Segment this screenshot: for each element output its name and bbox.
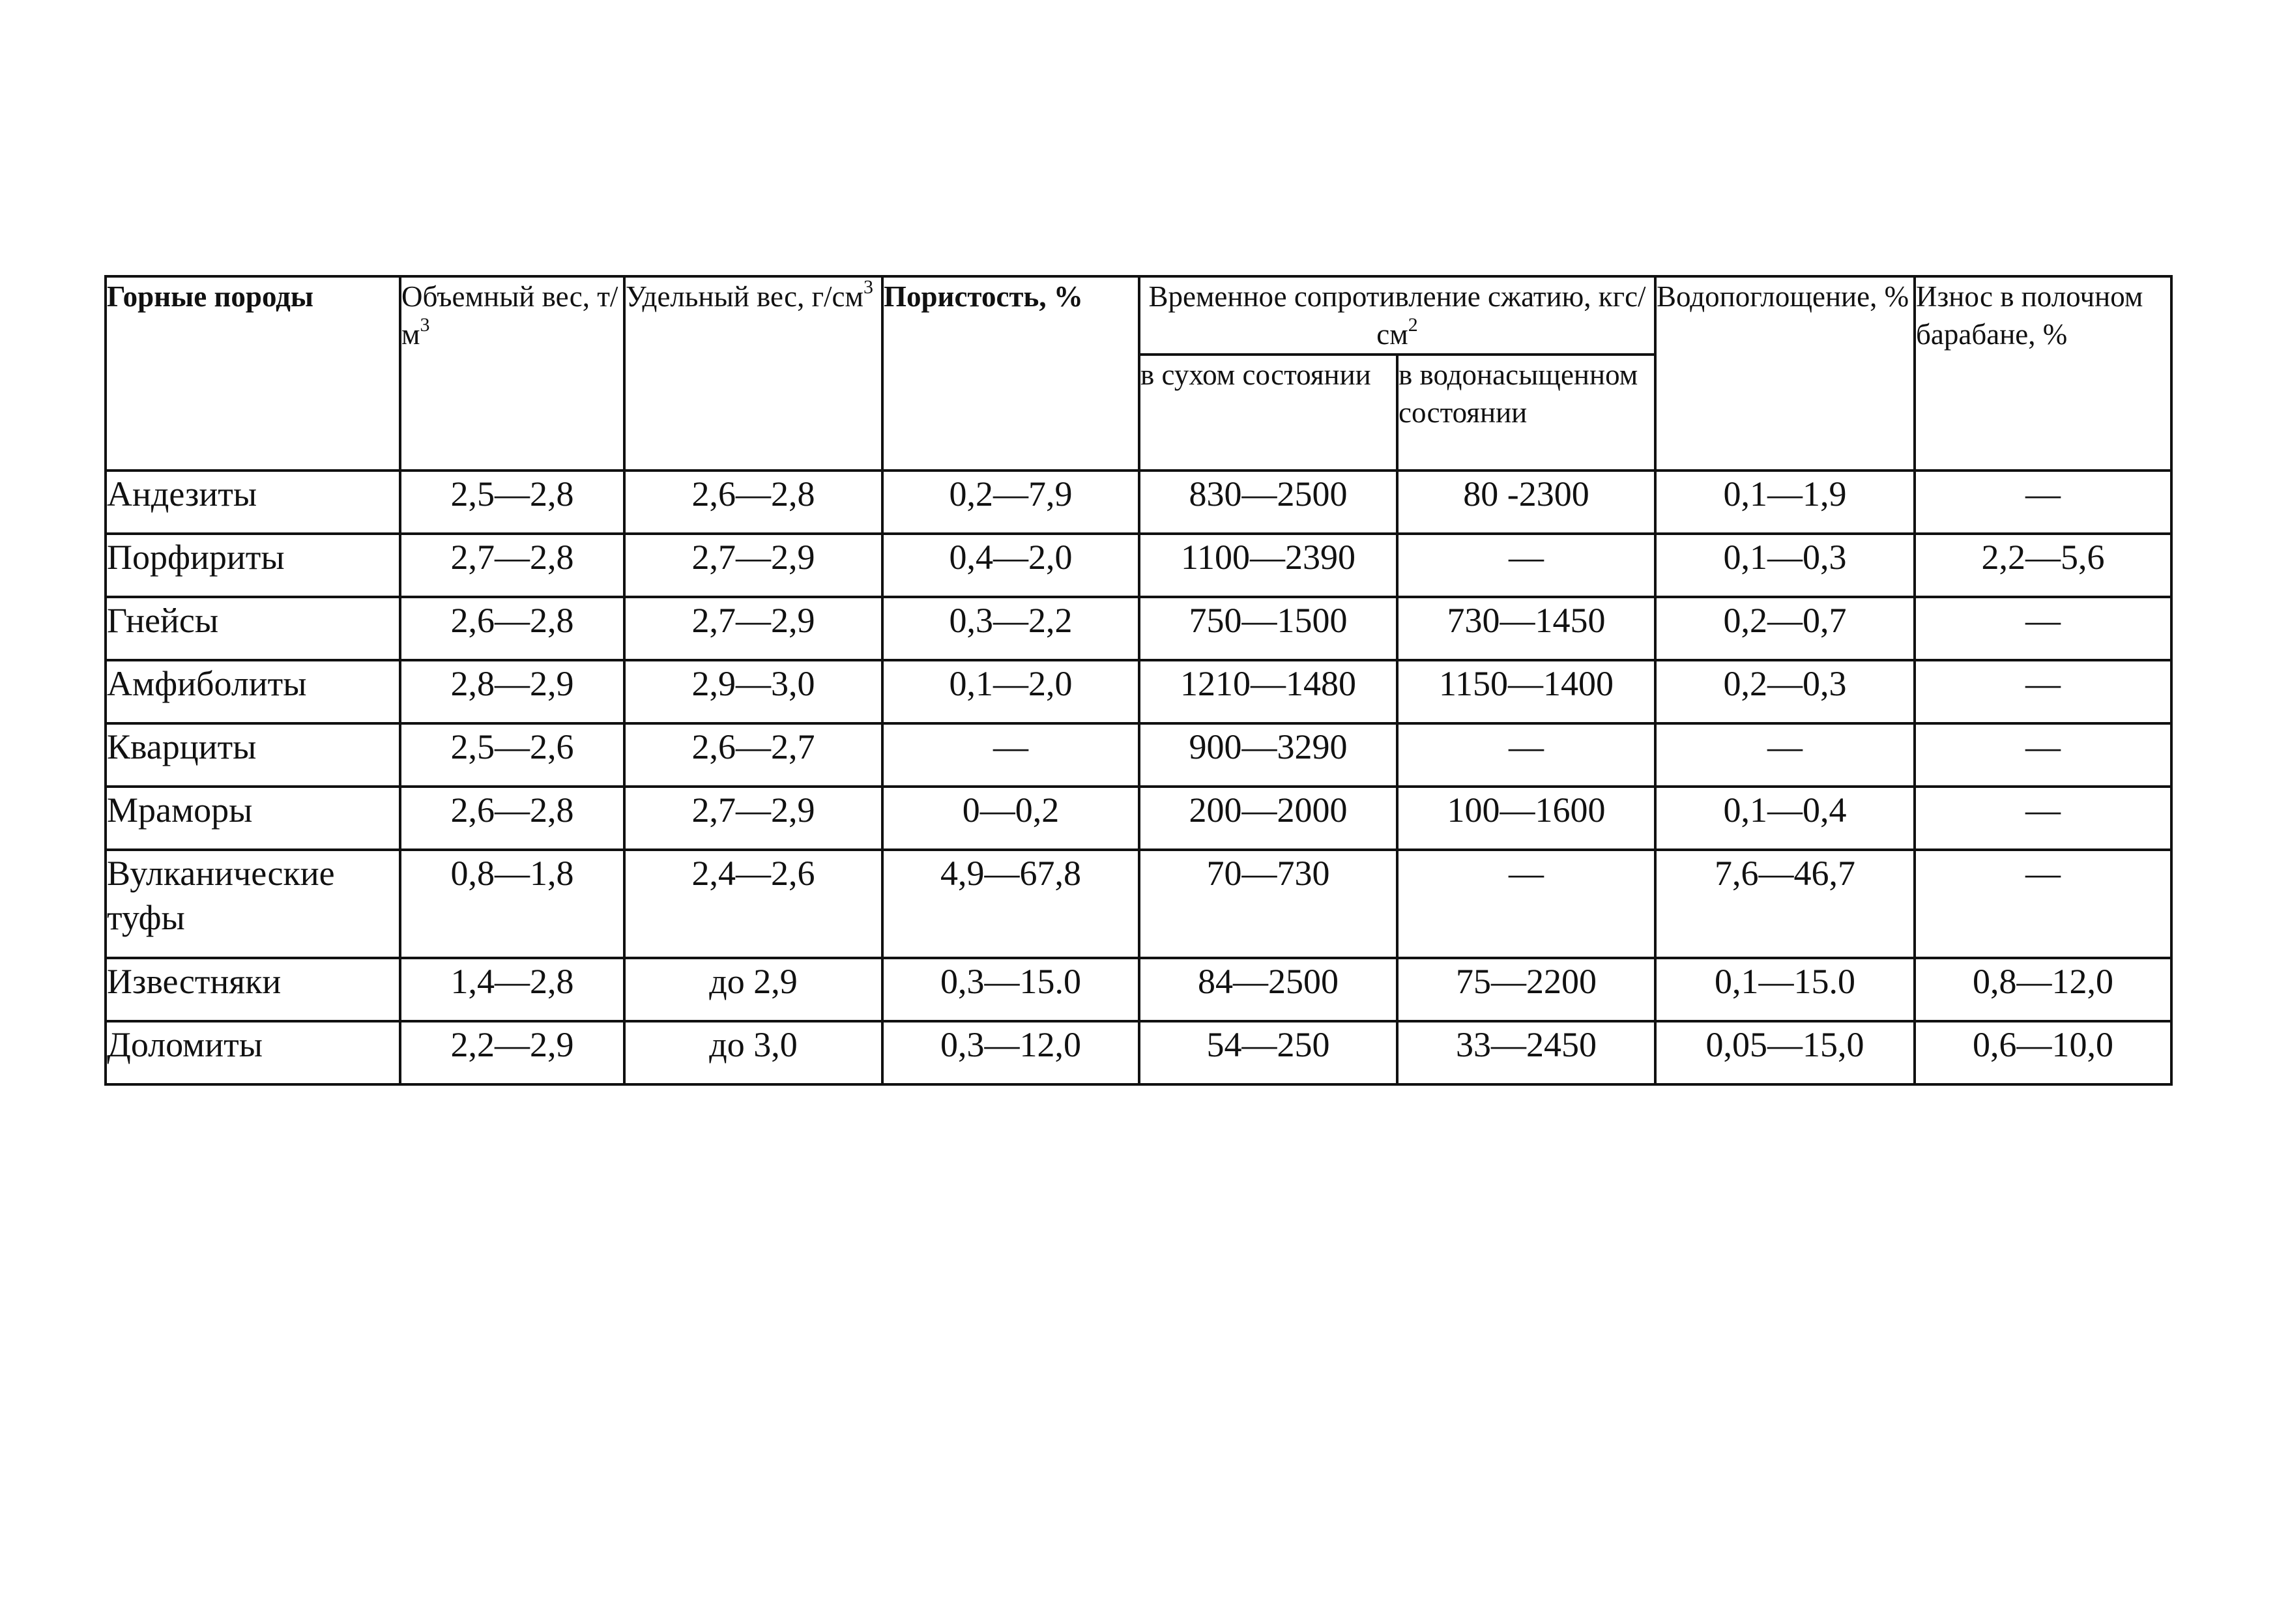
dry-strength-cell: 900—3290 [1139, 723, 1397, 787]
saturated-strength-cell: 75—2200 [1397, 958, 1655, 1021]
dry-strength-cell: 830—2500 [1139, 471, 1397, 534]
saturated-strength-cell: 100—1600 [1397, 787, 1655, 850]
saturated-strength-cell: 730—1450 [1397, 597, 1655, 660]
drum-wear-cell: — [1915, 660, 2171, 723]
bulk-density-cell: 2,6—2,8 [400, 787, 624, 850]
rock-name-cell: Порфириты [106, 534, 400, 597]
header-dry-state: в сухом состоянии [1139, 355, 1397, 471]
drum-wear-cell: — [1915, 723, 2171, 787]
porosity-cell: 0,3—12,0 [882, 1021, 1139, 1084]
rock-properties-table [104, 275, 2173, 1086]
header-bulk-density: Объемный вес, $т/м^3$ [400, 276, 624, 471]
saturated-strength-cell: — [1397, 534, 1655, 597]
rock-name-cell: Амфиболиты [106, 660, 400, 723]
table-row [106, 723, 2171, 787]
header-rock: Горные породы [106, 276, 400, 471]
dry-strength-cell: 1210—1480 [1139, 660, 1397, 723]
water-absorption-cell: 0,1—15.0 [1655, 958, 1915, 1021]
table-row [106, 850, 2171, 958]
rock-name-cell: Мраморы [106, 787, 400, 850]
dry-strength-cell: 200—2000 [1139, 787, 1397, 850]
porosity-cell: — [882, 723, 1139, 787]
water-absorption-cell: 0,2—0,3 [1655, 660, 1915, 723]
specific-gravity-cell: до 2,9 [624, 958, 882, 1021]
specific-gravity-cell: 2,9—3,0 [624, 660, 882, 723]
dry-strength-cell: 70—730 [1139, 850, 1397, 958]
table-row [106, 597, 2171, 660]
porosity-cell: 4,9—67,8 [882, 850, 1139, 958]
porosity-cell: 0,3—15.0 [882, 958, 1139, 1021]
specific-gravity-cell: до 3,0 [624, 1021, 882, 1084]
dry-strength-cell: 750—1500 [1139, 597, 1397, 660]
header-saturated-state: в водонасыщенном состоянии [1397, 355, 1655, 471]
drum-wear-cell: — [1915, 597, 2171, 660]
rock-name-cell: Известняки [106, 958, 400, 1021]
water-absorption-cell: 7,6—46,7 [1655, 850, 1915, 958]
rock-name-cell: Доломиты [106, 1021, 400, 1084]
drum-wear-cell: 0,6—10,0 [1915, 1021, 2171, 1084]
water-absorption-cell: — [1655, 723, 1915, 787]
header-water-absorption: Водопоглощение, % [1655, 276, 1915, 471]
table-row [106, 1021, 2171, 1084]
bulk-density-cell: 2,5—2,6 [400, 723, 624, 787]
saturated-strength-cell: 1150—1400 [1397, 660, 1655, 723]
table-row [106, 958, 2171, 1021]
rock-name-cell: Гнейсы [106, 597, 400, 660]
header-row-1 [106, 276, 2171, 355]
porosity-cell: 0,2—7,9 [882, 471, 1139, 534]
bulk-density-cell: 0,8—1,8 [400, 850, 624, 958]
bulk-density-cell: 2,8—2,9 [400, 660, 624, 723]
porosity-cell: 0—0,2 [882, 787, 1139, 850]
drum-wear-cell: — [1915, 471, 2171, 534]
bulk-density-cell: 2,7—2,8 [400, 534, 624, 597]
water-absorption-cell: 0,1—0,4 [1655, 787, 1915, 850]
saturated-strength-cell: 33—2450 [1397, 1021, 1655, 1084]
water-absorption-cell: 0,2—0,7 [1655, 597, 1915, 660]
porosity-cell: 0,1—2,0 [882, 660, 1139, 723]
bulk-density-cell: 2,6—2,8 [400, 597, 624, 660]
specific-gravity-cell: 2,7—2,9 [624, 597, 882, 660]
specific-gravity-cell: 2,6—2,8 [624, 471, 882, 534]
specific-gravity-cell: 2,7—2,9 [624, 534, 882, 597]
water-absorption-cell: 0,1—1,9 [1655, 471, 1915, 534]
table-row [106, 660, 2171, 723]
specific-gravity-cell: 2,7—2,9 [624, 787, 882, 850]
rock-name-cell: Кварциты [106, 723, 400, 787]
water-absorption-cell: 0,1—0,3 [1655, 534, 1915, 597]
dry-strength-cell: 54—250 [1139, 1021, 1397, 1084]
bulk-density-cell: 2,2—2,9 [400, 1021, 624, 1084]
dry-strength-cell: 1100—2390 [1139, 534, 1397, 597]
specific-gravity-cell: 2,4—2,6 [624, 850, 882, 958]
water-absorption-cell: 0,05—15,0 [1655, 1021, 1915, 1084]
porosity-cell: 0,3—2,2 [882, 597, 1139, 660]
specific-gravity-cell: 2,6—2,7 [624, 723, 882, 787]
saturated-strength-cell: — [1397, 850, 1655, 958]
rock-name-cell: Андезиты [106, 471, 400, 534]
drum-wear-cell: 0,8—12,0 [1915, 958, 2171, 1021]
porosity-cell: 0,4—2,0 [882, 534, 1139, 597]
saturated-strength-cell: 80 -2300 [1397, 471, 1655, 534]
drum-wear-cell: 2,2—5,6 [1915, 534, 2171, 597]
table-row [106, 471, 2171, 534]
rock-name-cell: Вулканические туфы [106, 850, 400, 958]
table-row [106, 534, 2171, 597]
dry-strength-cell: 84—2500 [1139, 958, 1397, 1021]
drum-wear-cell: — [1915, 787, 2171, 850]
drum-wear-cell: — [1915, 850, 2171, 958]
bulk-density-cell: 2,5—2,8 [400, 471, 624, 534]
header-specific-gravity: Удельный вес, $г/см^3$ [624, 276, 882, 471]
table-row [106, 787, 2171, 850]
bulk-density-cell: 1,4—2,8 [400, 958, 624, 1021]
saturated-strength-cell: — [1397, 723, 1655, 787]
header-porosity: Пористость, % [882, 276, 1139, 471]
header-compressive-strength: Временное сопротивление сжатию, кгс/$см^2$ [1139, 276, 1655, 355]
header-drum-wear: Износ в полочном барабане, % [1915, 276, 2171, 471]
